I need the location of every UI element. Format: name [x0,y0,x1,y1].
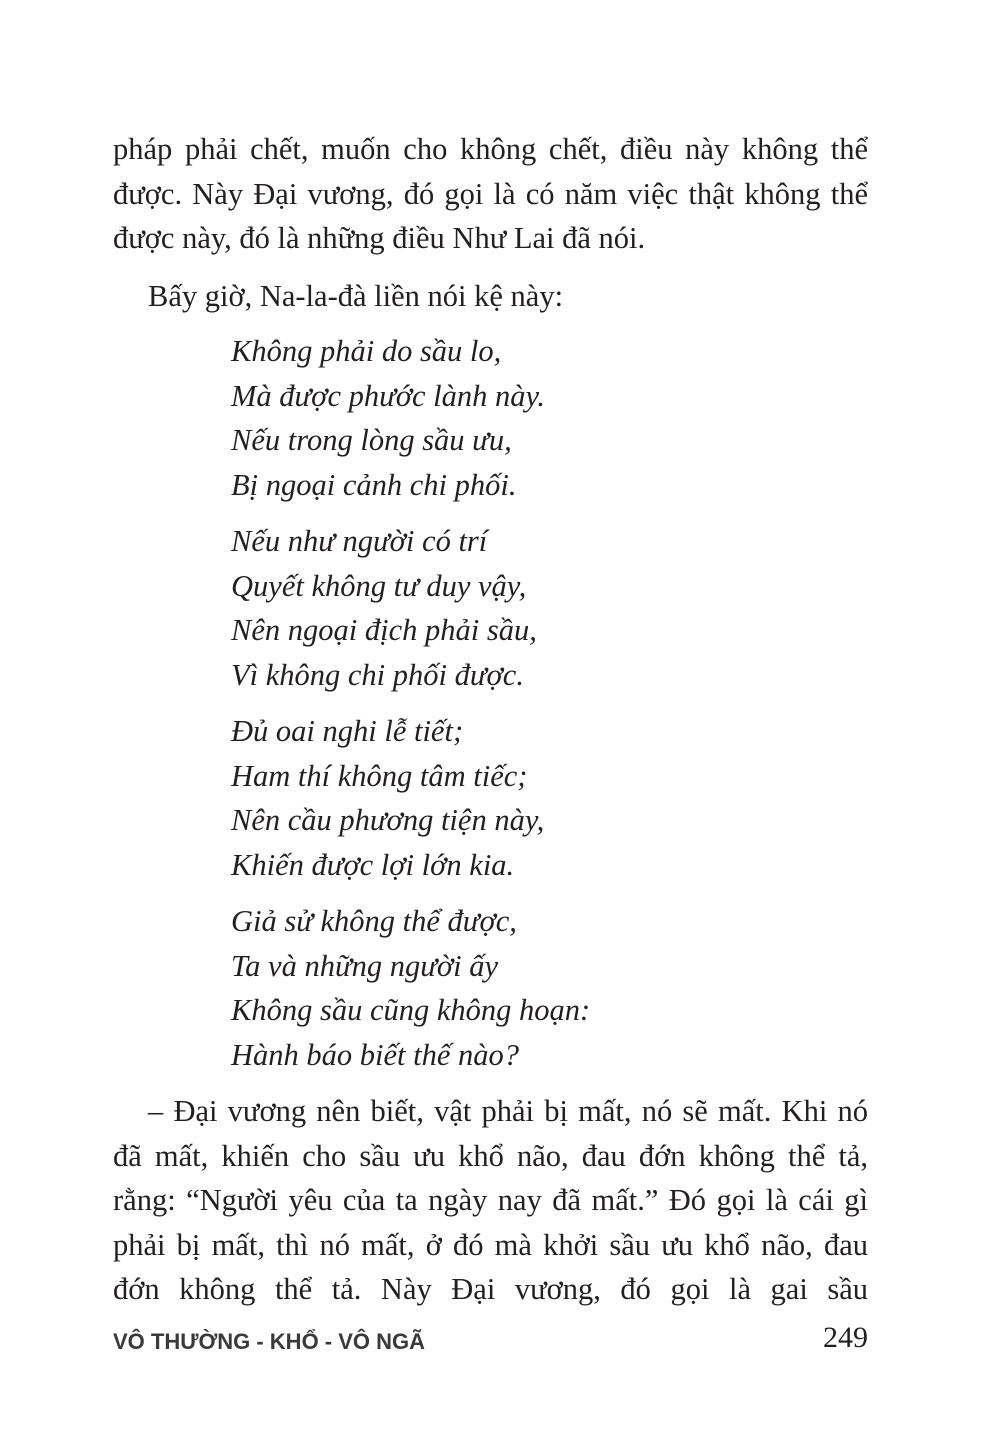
body-paragraph: pháp phải chết, muốn cho không chết, điều này không thể được. Này Đại vương, đó gọi là có năm việc thật không thể được này, đó là những điều Như Lai đã nói. [113,132,868,255]
verse-line: Nếu như người có trí [231,524,488,558]
running-head: VÔ THƯỜNG - KHỔ - VÔ NGÃ [113,1329,426,1354]
verse-line: Vì không chi phối được. [231,657,524,692]
verse-line: Nên cầu phương tiện này, [231,803,545,837]
verse-stanza [231,899,868,1077]
verse-stanza [231,329,868,507]
page-footer [113,1321,868,1365]
verse-line: Quyết không tư duy vậy, [231,568,527,603]
verse-line: Bị ngoại cảnh chi phối. [231,467,517,502]
verse-line: Ham thí không tâm tiếc; [231,758,528,793]
verse-line: Không sầu cũng không hoạn: [231,993,591,1027]
verse-line: Nên ngoại địch phải sầu, [231,613,537,647]
verse-line: Khiến được lợi lớn kia. [231,847,515,882]
page-body [113,127,868,1312]
verse-stanza [231,519,868,697]
verse-stanza [231,709,868,887]
verse-line: Không phải do sầu lo, [231,334,502,368]
verse-line: Giả sử không thể được, [231,904,517,938]
verse-line: Đủ oai nghi lễ tiết; [231,714,464,748]
verse-block [113,329,868,1077]
page-number: 249 [823,1321,868,1354]
closing-paragraph: – Đại vương nên biết, vật phải bị mất, nó sẽ mất. Khi nó đã mất, khiến cho sầu ưu khổ não, đau đớn không thể tả, rằng: “Người yêu của ta ngày nay đã mất.” Đó gọi là cái gì phải bị mất, thì nó mất, ở đó mà khởi sầu ưu khổ não, đau đớn không thể tả. Này Đại vương, đó gọi là gai sầu [113,1094,868,1306]
verse-line: Mà được phước lành này. [231,378,546,413]
verse-line: Hành báo biết thế nào? [231,1037,520,1072]
verse-line: Nếu trong lòng sầu ưu, [231,423,512,457]
verse-intro-line: Bấy giờ, Na-la-đà liền nói kệ này: [148,278,564,313]
verse-line: Ta và những người ấy [231,948,499,983]
